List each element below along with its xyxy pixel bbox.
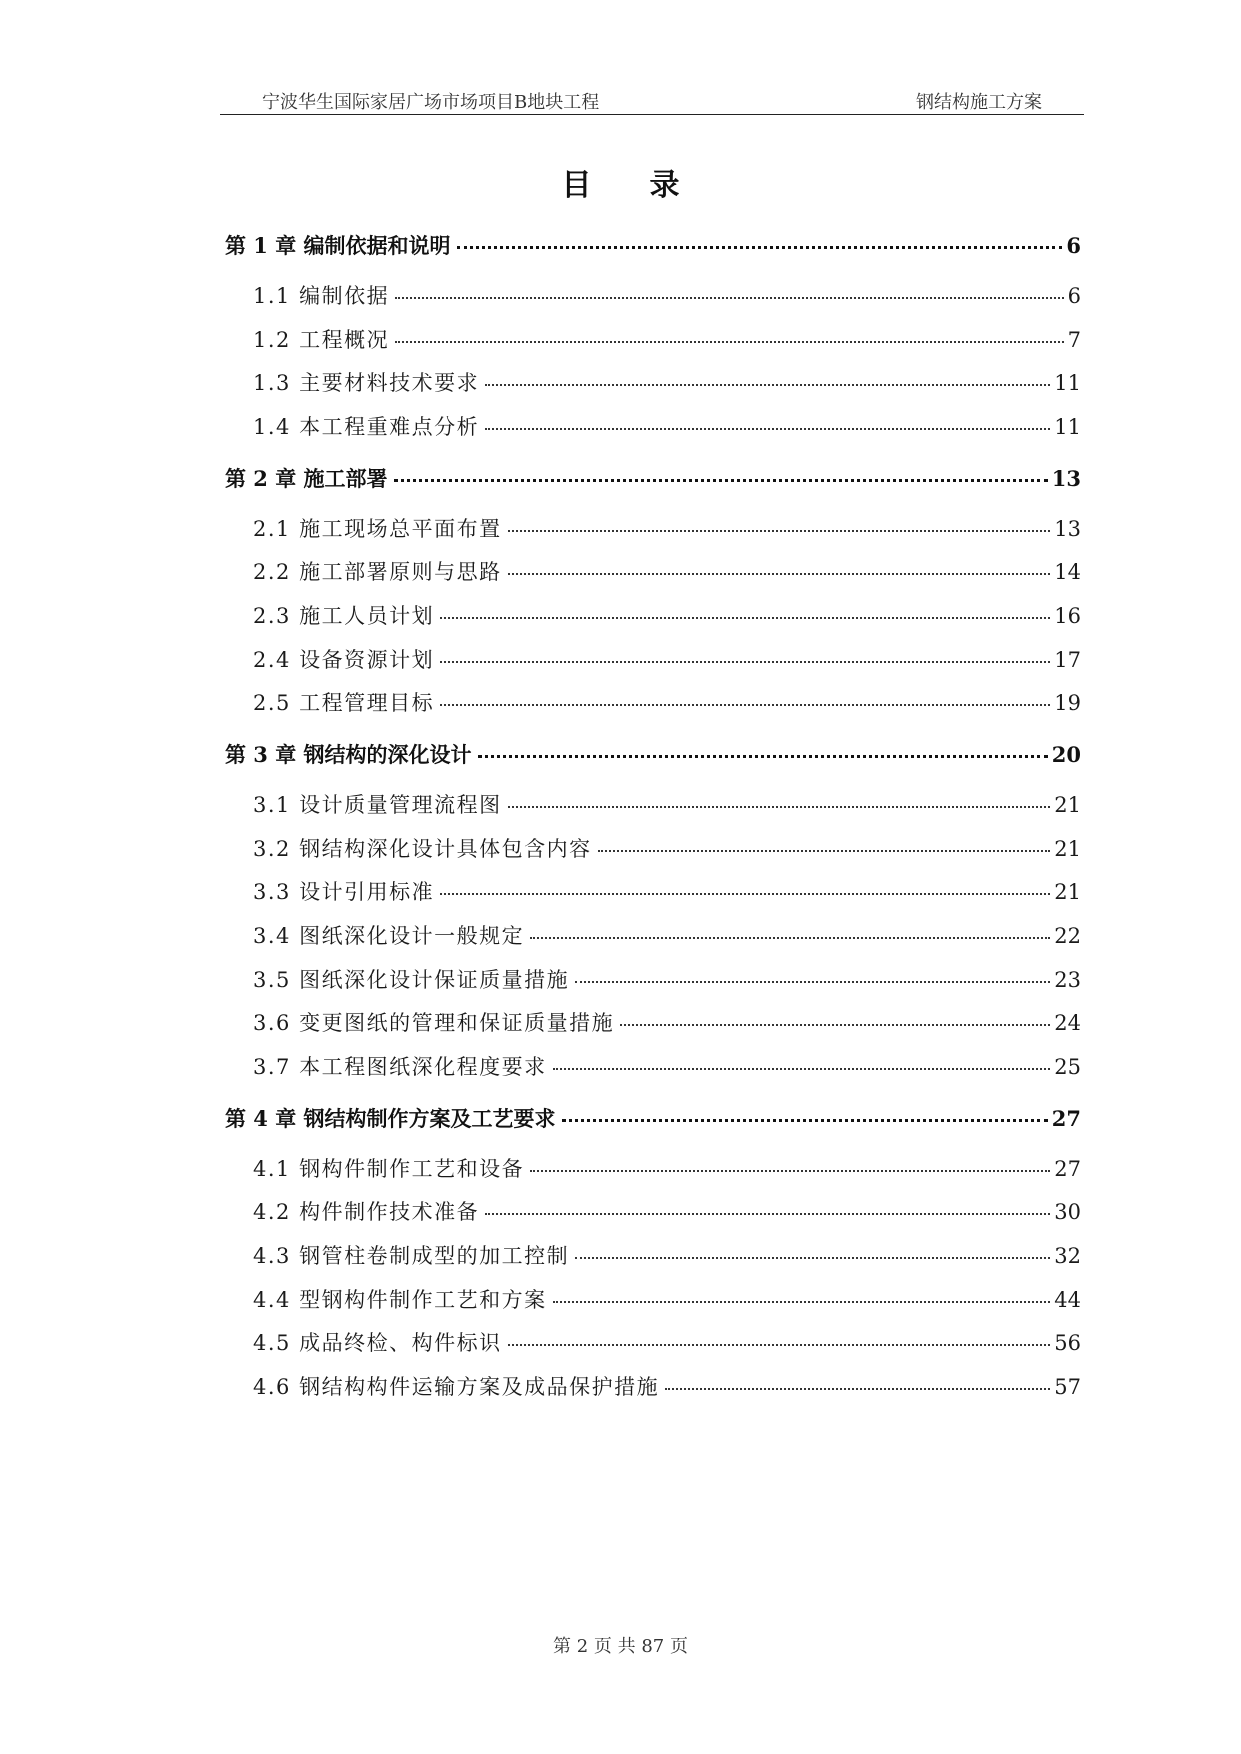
toc-dot-leader — [440, 893, 1050, 895]
toc-dot-leader — [440, 661, 1050, 663]
toc-dot-leader — [665, 1388, 1050, 1390]
toc-entry-label: 4.2 构件制作技术准备 — [253, 1200, 480, 1225]
toc-dot-leader — [575, 1257, 1050, 1259]
toc-entry-label: 1.3 主要材料技术要求 — [253, 371, 480, 396]
toc-entry-page-number: 57 — [1054, 1374, 1081, 1399]
toc-entry-label: 3.4 图纸深化设计一般规定 — [253, 924, 525, 948]
toc-section-entry[interactable] — [253, 411, 1081, 441]
toc-entry-label: 4.6 钢结构构件运输方案及成品保护措施 — [253, 1374, 660, 1399]
toc-section-entry[interactable] — [253, 280, 1081, 310]
toc-dot-leader — [440, 617, 1050, 619]
toc-entry-page-number: 27 — [1051, 1105, 1081, 1131]
toc-entry-label: 2.5 工程管理目标 — [253, 691, 435, 716]
toc-entry-label: 第 3 章 钢结构的深化设计 — [225, 742, 472, 768]
toc-entry-page-number: 13 — [1051, 465, 1081, 491]
toc-section-entry[interactable] — [253, 1327, 1081, 1357]
toc-dot-leader — [508, 530, 1051, 532]
toc-entry-page-number: 22 — [1054, 924, 1081, 948]
toc-entry-page-number: 23 — [1054, 967, 1081, 992]
toc-section-entry[interactable] — [253, 687, 1081, 717]
toc-entry-page-number: 25 — [1054, 1054, 1081, 1079]
toc-section-entry[interactable] — [253, 1240, 1081, 1270]
toc-entry-page-number: 27 — [1054, 1156, 1081, 1181]
toc-dot-leader — [620, 1024, 1050, 1026]
toc-entry-page-number: 6 — [1066, 233, 1081, 258]
toc-entry-page-number: 6 — [1067, 284, 1081, 308]
toc-section-entry[interactable] — [253, 1371, 1081, 1401]
toc-entry-label: 4.1 钢构件制作工艺和设备 — [253, 1156, 525, 1181]
toc-section-entry[interactable] — [253, 789, 1081, 819]
toc-section-entry[interactable] — [253, 324, 1081, 354]
header-project-name: 宁波华生国际家居广场市场项目B地块工程 — [262, 92, 600, 113]
toc-entry-label: 第 1 章 编制依据和说明 — [225, 233, 451, 258]
toc-entry-label: 3.7 本工程图纸深化程度要求 — [253, 1054, 547, 1079]
toc-section-entry[interactable] — [253, 1051, 1081, 1081]
toc-entry-label: 3.1 设计质量管理流程图 — [253, 793, 502, 818]
toc-chapter-entry[interactable] — [225, 230, 1081, 260]
toc-entry-page-number: 21 — [1054, 880, 1081, 905]
toc-entry-page-number: 21 — [1054, 793, 1081, 818]
toc-section-entry[interactable] — [253, 964, 1081, 994]
toc-entry-page-number: 11 — [1054, 414, 1081, 439]
toc-entry-label: 2.1 施工现场总平面布置 — [253, 516, 502, 541]
toc-dot-leader — [553, 1068, 1051, 1070]
toc-entry-page-number: 14 — [1054, 560, 1081, 585]
page-header — [220, 86, 1084, 115]
toc-dot-leader — [440, 704, 1050, 706]
toc-dot-leader — [457, 246, 1063, 249]
toc-dot-leader — [508, 1344, 1051, 1346]
toc-chapter-entry[interactable] — [225, 739, 1081, 769]
toc-dot-leader — [553, 1301, 1051, 1303]
toc-entry-label: 3.5 图纸深化设计保证质量措施 — [253, 967, 570, 992]
toc-section-entry[interactable] — [253, 513, 1081, 543]
toc-dot-leader — [508, 573, 1051, 575]
page-footer: 第 2 页 共 87 页 — [553, 1636, 688, 1657]
toc-entry-label: 1.4 本工程重难点分析 — [253, 414, 480, 439]
toc-section-entry[interactable] — [253, 1153, 1081, 1183]
toc-section-entry[interactable] — [253, 876, 1081, 906]
toc-entry-page-number: 30 — [1054, 1200, 1081, 1225]
toc-entry-page-number: 13 — [1054, 516, 1081, 541]
toc-section-entry[interactable] — [253, 556, 1081, 586]
toc-entry-page-number: 7 — [1067, 327, 1081, 352]
toc-entry-page-number: 44 — [1054, 1287, 1081, 1312]
toc-entry-page-number: 16 — [1054, 604, 1081, 628]
toc-entry-label: 1.1 编制依据 — [253, 284, 390, 308]
toc-chapter-entry[interactable] — [225, 1103, 1081, 1133]
toc-dot-leader — [485, 384, 1050, 386]
toc-dot-leader — [508, 806, 1051, 808]
toc-entry-page-number: 56 — [1054, 1331, 1081, 1356]
toc-entry-page-number: 19 — [1054, 691, 1081, 716]
toc-dot-leader — [395, 341, 1064, 343]
toc-section-entry[interactable] — [253, 367, 1081, 397]
toc-entry-page-number: 17 — [1054, 647, 1081, 672]
toc-entry-page-number: 32 — [1054, 1244, 1081, 1268]
toc-chapter-entry[interactable] — [225, 463, 1081, 493]
toc-dot-leader — [598, 850, 1051, 852]
toc-dot-leader — [562, 1119, 1048, 1122]
toc-entry-label: 2.4 设备资源计划 — [253, 647, 435, 672]
toc-dot-leader — [395, 297, 1064, 299]
header-document-name: 钢结构施工方案 — [916, 92, 1042, 113]
toc-dot-leader — [485, 1213, 1050, 1215]
toc-entry-label: 3.2 钢结构深化设计具体包含内容 — [253, 836, 592, 861]
toc-dot-leader — [530, 937, 1050, 939]
toc-entry-label: 3.6 变更图纸的管理和保证质量措施 — [253, 1011, 615, 1036]
toc-section-entry[interactable] — [253, 833, 1081, 863]
toc-entry-label: 第 4 章 钢结构制作方案及工艺要求 — [225, 1105, 556, 1131]
toc-entry-page-number: 24 — [1054, 1011, 1081, 1036]
toc-dot-leader — [394, 479, 1048, 482]
toc-entry-label: 第 2 章 施工部署 — [225, 465, 388, 491]
toc-section-entry[interactable] — [253, 644, 1081, 674]
toc-dot-leader — [530, 1170, 1050, 1172]
toc-section-entry[interactable] — [253, 600, 1081, 630]
toc-section-entry[interactable] — [253, 1284, 1081, 1314]
toc-entry-label: 3.3 设计引用标准 — [253, 880, 435, 905]
toc-entry-page-number: 21 — [1054, 836, 1081, 861]
toc-entry-label: 4.4 型钢构件制作工艺和方案 — [253, 1287, 547, 1312]
toc-entry-page-number: 11 — [1054, 371, 1081, 396]
toc-title: 目录 — [561, 168, 738, 203]
toc-entry-label: 2.2 施工部署原则与思路 — [253, 560, 502, 585]
toc-dot-leader — [485, 428, 1050, 430]
toc-section-entry[interactable] — [253, 920, 1081, 950]
toc-entry-label: 4.3 钢管柱卷制成型的加工控制 — [253, 1244, 570, 1268]
toc-dot-leader — [575, 981, 1050, 983]
toc-dot-leader — [478, 755, 1048, 758]
toc-entry-page-number: 20 — [1051, 742, 1081, 768]
toc-section-entry[interactable] — [253, 1007, 1081, 1037]
toc-section-entry[interactable] — [253, 1196, 1081, 1226]
toc-entry-label: 2.3 施工人员计划 — [253, 604, 435, 628]
toc-entry-label: 4.5 成品终检、构件标识 — [253, 1331, 502, 1356]
toc-entry-label: 1.2 工程概况 — [253, 327, 390, 352]
